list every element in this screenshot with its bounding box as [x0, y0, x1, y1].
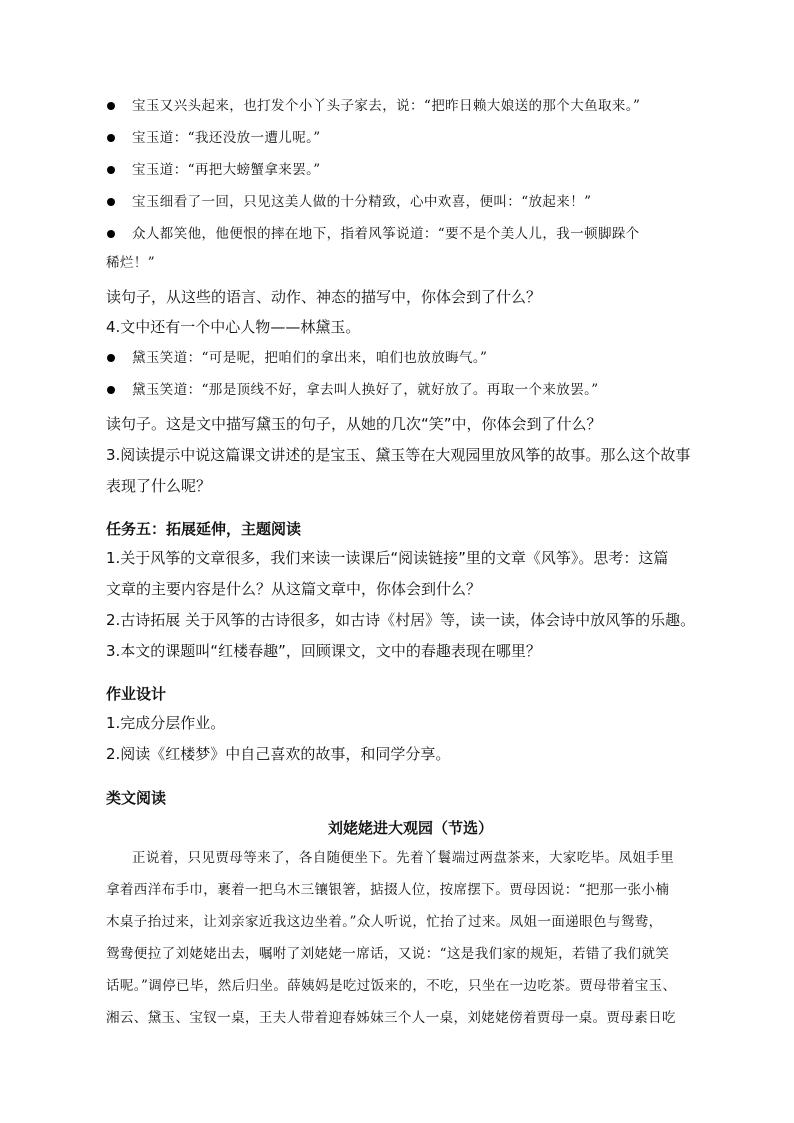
task5-line: 1.关于风筝的文章很多，我们来读一读课后“阅读链接”里的文章《风筝》。思考：这篇 [106, 549, 669, 567]
article-title: 刘姥姥进大观园（节选） [328, 819, 494, 837]
task5-line: 3.本文的课题叫“红楼春趣”，回顾课文，文中的春趣表现在哪里？ [106, 642, 541, 660]
question-daiyu: 读句子。这是文中描写黛玉的句子，从她的几次“笑”中，你体会到了什么？ [106, 415, 602, 433]
homework-line: 1.完成分层作业。 [106, 714, 226, 732]
quote-line: 众人都笑他，他便恨的摔在地下，指着风筝说道：“要不是个美人儿，我一顿脚跺个 [132, 226, 640, 242]
bullet-icon [107, 386, 115, 394]
homework-line: 2.阅读《红楼梦》中自己喜欢的故事，和同学分享。 [106, 745, 451, 763]
bullet-icon [107, 102, 115, 110]
task5-line: 2.古诗拓展 关于风筝的古诗很多，如古诗《村居》等，读一读，体会诗中放风筝的乐趣。 [106, 611, 696, 629]
article-line: 拿着西洋布手巾，裹着一把乌木三镶银箸，掂掇人位，按席摆下。贾母因说：“把那一张小楠 [106, 882, 670, 898]
task5-line: 文章的主要内容是什么？从这篇文章中，你体会到什么？ [106, 580, 482, 598]
similar-reading-heading: 类文阅读 [106, 789, 167, 807]
bullet-icon [107, 230, 115, 238]
quote-line: 宝玉道：“我还没放一遭儿呢。” [132, 130, 321, 146]
article-line: 鸳鸯便拉了刘姥姥出去，嘱咐了刘姥姥一席话，又说：“这是我们家的规矩，若错了我们就笑 [106, 946, 670, 962]
article-line: 正说着，只见贾母等来了，各自随便坐下。先着丫鬟端过两盘茶来，大家吃毕。凤姐手里 [132, 850, 675, 866]
bullet-icon [107, 354, 115, 362]
bullet-icon [107, 134, 115, 142]
quote-line: 黛玉笑道：“可是呢，把咱们的拿出来，咱们也放放晦气。” [132, 350, 488, 366]
item-4: 4.文中还有一个中心人物——林黛玉。 [106, 318, 361, 336]
quote-line: 宝玉细看了一回，只见这美人做的十分精致，心中欢喜，便叫：“放起来！” [132, 194, 592, 210]
quote-line-continued: 稀烂！” [106, 255, 156, 271]
article-line: 湘云、黛玉、宝钗一桌，王夫人带着迎春姊妹三个人一桌，刘姥姥傍着贾母一桌。贾母素日吃 [106, 1010, 676, 1026]
question-baoyu: 读句子，从这些的语言、动作、神态的描写中，你体会到了什么？ [106, 288, 542, 306]
quote-line: 黛玉笑道：“那是顶线不好，拿去叫人换好了，就好放了。再取一个来放罢。” [132, 382, 599, 398]
article-line: 木桌子抬过来，让刘亲家近我这边坐着。”众人听说，忙抬了过来。凤姐一面递眼色与鸳鸯， [106, 914, 663, 930]
item-3-line: 3.阅读提示中说这篇课文讲述的是宝玉、黛玉等在大观园里放风筝的故事。那么这个故事 [106, 446, 691, 464]
item-3-line: 表现了什么呢？ [106, 477, 212, 495]
quote-line: 宝玉道：“再把大螃蟹拿来罢。” [132, 162, 321, 178]
article-line: 话呢。”调停已毕，然后归坐。薛姨妈是吃过饭来的，不吃，只坐在一边吃茶。贾母带着宝玉、 [106, 978, 677, 994]
task5-heading: 任务五：拓展延伸，主题阅读 [106, 520, 302, 538]
bullet-icon [107, 198, 115, 206]
homework-heading: 作业设计 [106, 685, 167, 703]
quote-line: 宝玉又兴头起来，也打发个小丫头子家去，说：“把昨日赖大娘送的那个大鱼取来。” [132, 98, 641, 114]
bullet-icon [107, 166, 115, 174]
